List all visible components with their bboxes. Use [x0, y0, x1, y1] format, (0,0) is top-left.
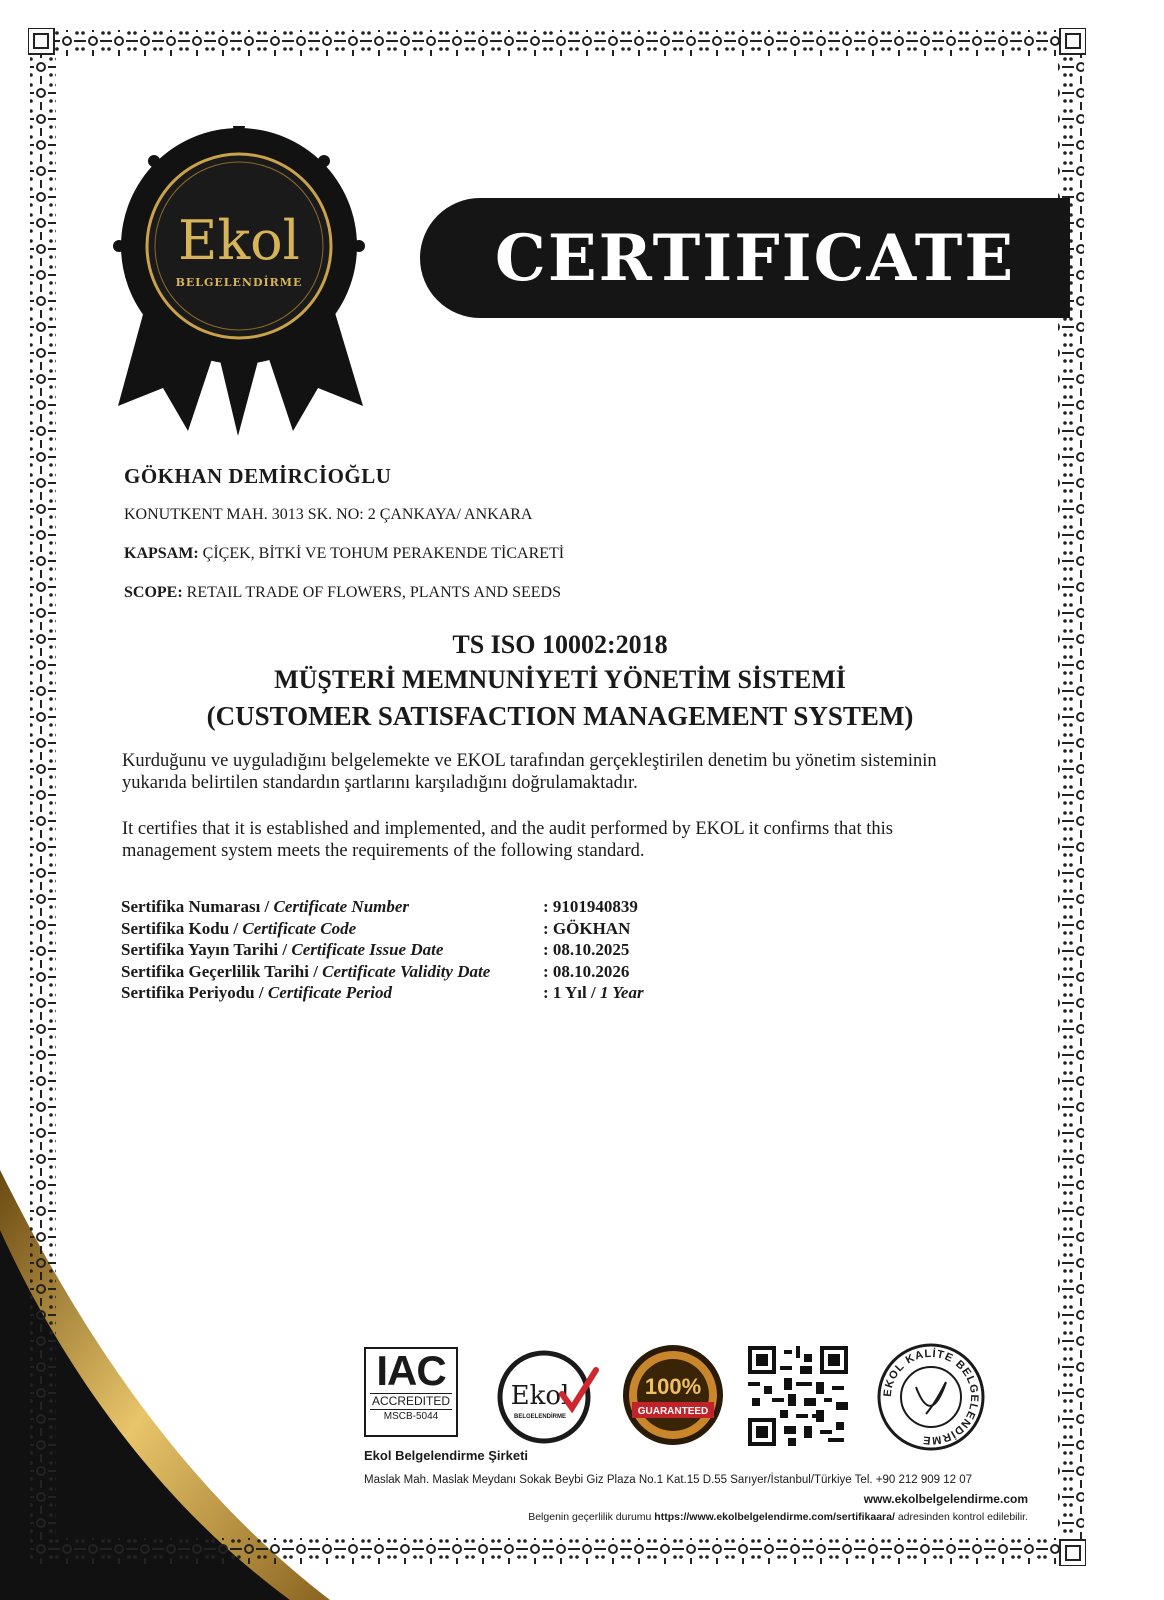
ring-seal-text: EKOL KALİTE BELGELENDİRME — [881, 1347, 981, 1447]
detail-label-tr: Sertifika Numarası / — [121, 897, 274, 916]
holder-name: GÖKHAN DEMİRCİOĞLU — [124, 464, 392, 488]
iac-logo-text: IAC — [376, 1347, 446, 1394]
svg-text:EKOL KALİTE BELGELENDİRME — [882, 1347, 980, 1446]
statement-tr: Kurduğunu ve uyguladığını belgelemekte ve EKOL tarafından gerçekleştirilen denetim bu yönetim sisteminin yukarıda belirtilen standardın şartlarını karşıladığını doğrulamaktadır. — [122, 751, 937, 793]
guarantee-percent: 100% — [644, 1374, 702, 1399]
detail-row — [121, 896, 644, 918]
standard-block — [120, 628, 1000, 734]
guarantee-label: GUARANTEED — [637, 1406, 709, 1417]
statement-en: It certifies that it is established and implemented, and the audit performed by EKOL it confirms that this management system meets the requirements of the following standard. — [122, 819, 893, 861]
detail-row — [121, 982, 644, 1004]
detail-label-tr: Sertifika Yayın Tarihi / — [121, 940, 292, 959]
detail-label-en: Certificate Period — [267, 983, 393, 1002]
detail-row — [121, 918, 644, 940]
detail-value: : 08.10.2026 — [543, 961, 630, 981]
detail-label-en: Certificate Code — [242, 918, 357, 938]
detail-value: : 9101940839 — [543, 897, 638, 916]
iac-accreditation-logo — [364, 1347, 458, 1437]
detail-value: : GÖKHAN — [543, 918, 631, 938]
verification-note — [528, 1511, 1028, 1523]
company-name: Ekol Belgelendirme Şirketi — [364, 1448, 529, 1463]
detail-value-en: 1 Year — [599, 983, 644, 1002]
ekol-seal-rosette — [108, 126, 370, 456]
detail-value: : 1 Yıl / — [543, 983, 600, 1002]
ekol-check-sub: BELGELENDİRME — [513, 1414, 567, 1420]
standard-code: TS ISO 10002:2018 — [452, 630, 668, 659]
scope-tr — [124, 545, 564, 563]
detail-label-tr: Sertifika Kodu / — [121, 918, 243, 938]
scope-en-label: SCOPE: — [124, 584, 183, 601]
ekol-kalite-ring-seal — [876, 1342, 986, 1452]
iac-accredited-text: ACCREDITED — [371, 1394, 450, 1408]
detail-value: : 08.10.2025 — [543, 940, 630, 959]
detail-label-en: Certificate Validity Date — [322, 961, 491, 981]
verify-suffix: adresinden kontrol edilebilir. — [894, 1511, 1028, 1523]
scope-tr-label: KAPSAM: — [124, 545, 199, 562]
verify-prefix: Belgenin geçerlilik durumu — [528, 1511, 655, 1523]
seal-subtitle: BELGELENDİRME — [175, 276, 303, 289]
corner-swoosh-decoration — [0, 1170, 330, 1600]
company-website[interactable]: www.ekolbelgelendirme.com — [863, 1492, 1028, 1506]
guarantee-badge — [620, 1342, 726, 1448]
scope-en-value: RETAIL TRADE OF FLOWERS, PLANTS AND SEEDS — [182, 584, 561, 601]
scope-tr-value: ÇİÇEK, BİTKİ VE TOHUM PERAKENDE TİCARETİ — [198, 545, 565, 562]
banner-title: CERTIFICATE — [494, 220, 1016, 296]
certificate-banner — [420, 198, 1070, 318]
iac-code: MSCB-5044 — [383, 1411, 439, 1422]
standard-name-tr: MÜŞTERİ MEMNUNİYETİ YÖNETİM SİSTEMİ — [274, 665, 846, 694]
detail-label-en: Certificate Issue Date — [291, 940, 444, 959]
verify-url-link[interactable]: https://www.ekolbelgelendirme.com/sertifikaara/ — [654, 1511, 895, 1523]
ekol-check-logo — [492, 1342, 602, 1452]
standard-name-en: (CUSTOMER SATISFACTION MANAGEMENT SYSTEM) — [206, 701, 914, 731]
qr-code — [748, 1346, 848, 1446]
seal-brand: Ekol — [178, 209, 300, 272]
certificate-details — [121, 896, 644, 1004]
detail-label-en: Certificate Number — [273, 897, 410, 916]
ekol-check-brand: Ekol — [510, 1381, 570, 1411]
detail-label-tr: Sertifika Periyodu / — [121, 983, 268, 1002]
scope-en — [124, 584, 561, 602]
accreditation-logos — [364, 1342, 1034, 1462]
holder-address: KONUTKENT MAH. 3013 SK. NO: 2 ÇANKAYA/ ANKARA — [124, 506, 533, 523]
detail-row — [121, 939, 644, 961]
detail-row — [121, 961, 644, 983]
detail-label-tr: Sertifika Geçerlilik Tarihi / — [121, 961, 323, 981]
company-address: Maslak Mah. Maslak Meydanı Sokak Beybi Giz Plaza No.1 Kat.15 D.55 Sarıyer/İstanbul/Türkiye Tel. +90 212 909 12 07 — [364, 1474, 973, 1486]
